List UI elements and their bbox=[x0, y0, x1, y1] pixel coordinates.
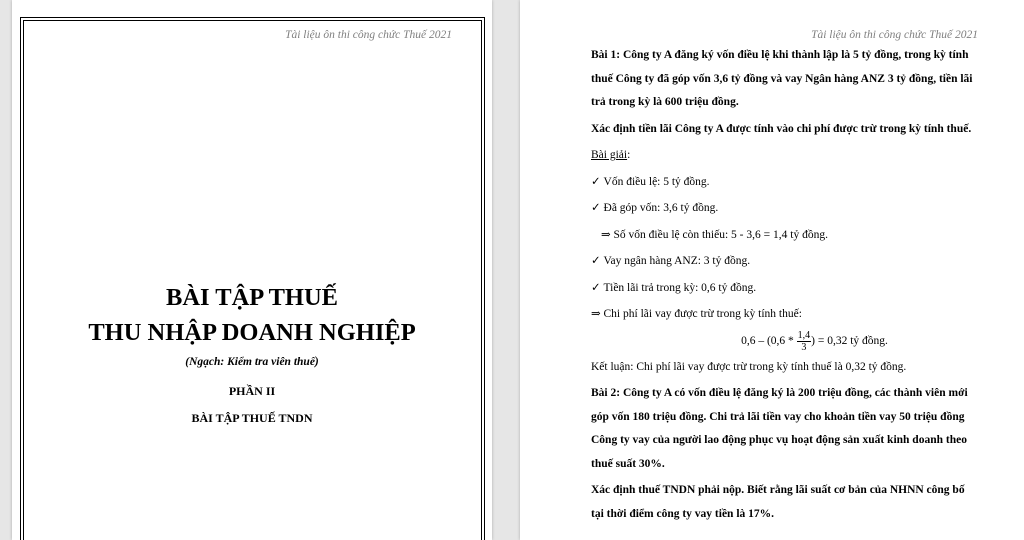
content-page bbox=[520, 0, 1024, 540]
cover-title-line2: THU NHẬP DOANH NGHIỆP bbox=[88, 319, 416, 346]
formula-denominator: 3 bbox=[801, 341, 807, 353]
item-chi-phi-lai-vay: ⇒ Chi phí lãi vay được trừ trong kỳ tính thuế: bbox=[591, 303, 978, 327]
bai1-task: Xác định tiền lãi Công ty A được tính vào chi phí được trừ trong kỳ tính thuế. bbox=[591, 122, 972, 135]
formula-left: 0,6 – (0,6 * bbox=[741, 334, 794, 347]
page-content bbox=[591, 44, 978, 529]
item-vay-ngan-hang: ✓ Vay ngân hàng ANZ: 3 tỷ đồng. bbox=[591, 250, 978, 274]
formula-fraction bbox=[797, 330, 812, 353]
cover-part: PHẦN II bbox=[228, 384, 276, 398]
page-header: Tài liệu ôn thi công chức Thuế 2021 bbox=[285, 29, 452, 41]
page-header: Tài liệu ôn thi công chức Thuế 2021 bbox=[811, 29, 978, 41]
bai1-question: Bài 1: Công ty A đăng ký vốn điều lệ khi thành lập là 5 tỷ đồng, trong kỳ tính thuế Công ty đã góp vốn 3,6 tỷ đồng và vay Ngân hàng ANZ 3 tỷ đồng, tiền lãi trả trong kỳ là 600 triệu đồng. bbox=[591, 49, 973, 108]
cover-subtitle: (Ngạch: Kiểm tra viên thuế) bbox=[185, 356, 319, 368]
formula bbox=[591, 330, 978, 353]
cover-title-line1: BÀI TẬP THUẾ bbox=[165, 284, 338, 311]
item-tien-lai: ✓ Tiền lãi trả trong kỳ: 0,6 tỷ đồng. bbox=[591, 277, 978, 301]
solution-heading bbox=[591, 144, 978, 168]
bai2-question: Bài 2: Công ty A có vốn điều lệ đăng ký là 200 triệu đồng, các thành viên mới góp vốn 180 triệu đồng. Chi trả lãi tiền vay cho khoản tiền vay 50 triệu đồng Công ty vay của người lao động phục vụ hoạt động sản xuất kinh doanh theo thuế suất 30%. bbox=[591, 387, 968, 470]
solution-colon: : bbox=[627, 149, 631, 161]
item-von-dieu-le: ✓ Vốn điều lệ: 5 tỷ đồng. bbox=[591, 171, 978, 195]
cover-section: BÀI TẬP THUẾ TNDN bbox=[191, 411, 313, 425]
item-da-gop-von: ✓ Đã góp vốn: 3,6 tỷ đồng. bbox=[591, 197, 978, 221]
cover-border bbox=[20, 17, 485, 540]
conclusion: Kết luận: Chi phí lãi vay được trừ trong kỳ tính thuế là 0,32 tỷ đồng. bbox=[591, 360, 907, 373]
item-von-con-thieu: ⇒ Số vốn điều lệ còn thiếu: 5 - 3,6 = 1,4 tỷ đồng. bbox=[591, 224, 978, 248]
formula-numerator: 1,4 bbox=[797, 329, 811, 341]
formula-right: ) = 0,32 tỷ đồng. bbox=[811, 334, 888, 347]
solution-label: Bài giải bbox=[591, 149, 628, 161]
cover-page bbox=[12, 0, 492, 540]
bai2-task: Xác định thuế TNDN phải nộp. Biết rằng lãi suất cơ bản của NHNN công bố tại thời điểm công ty vay tiền là 17%. bbox=[591, 484, 965, 520]
